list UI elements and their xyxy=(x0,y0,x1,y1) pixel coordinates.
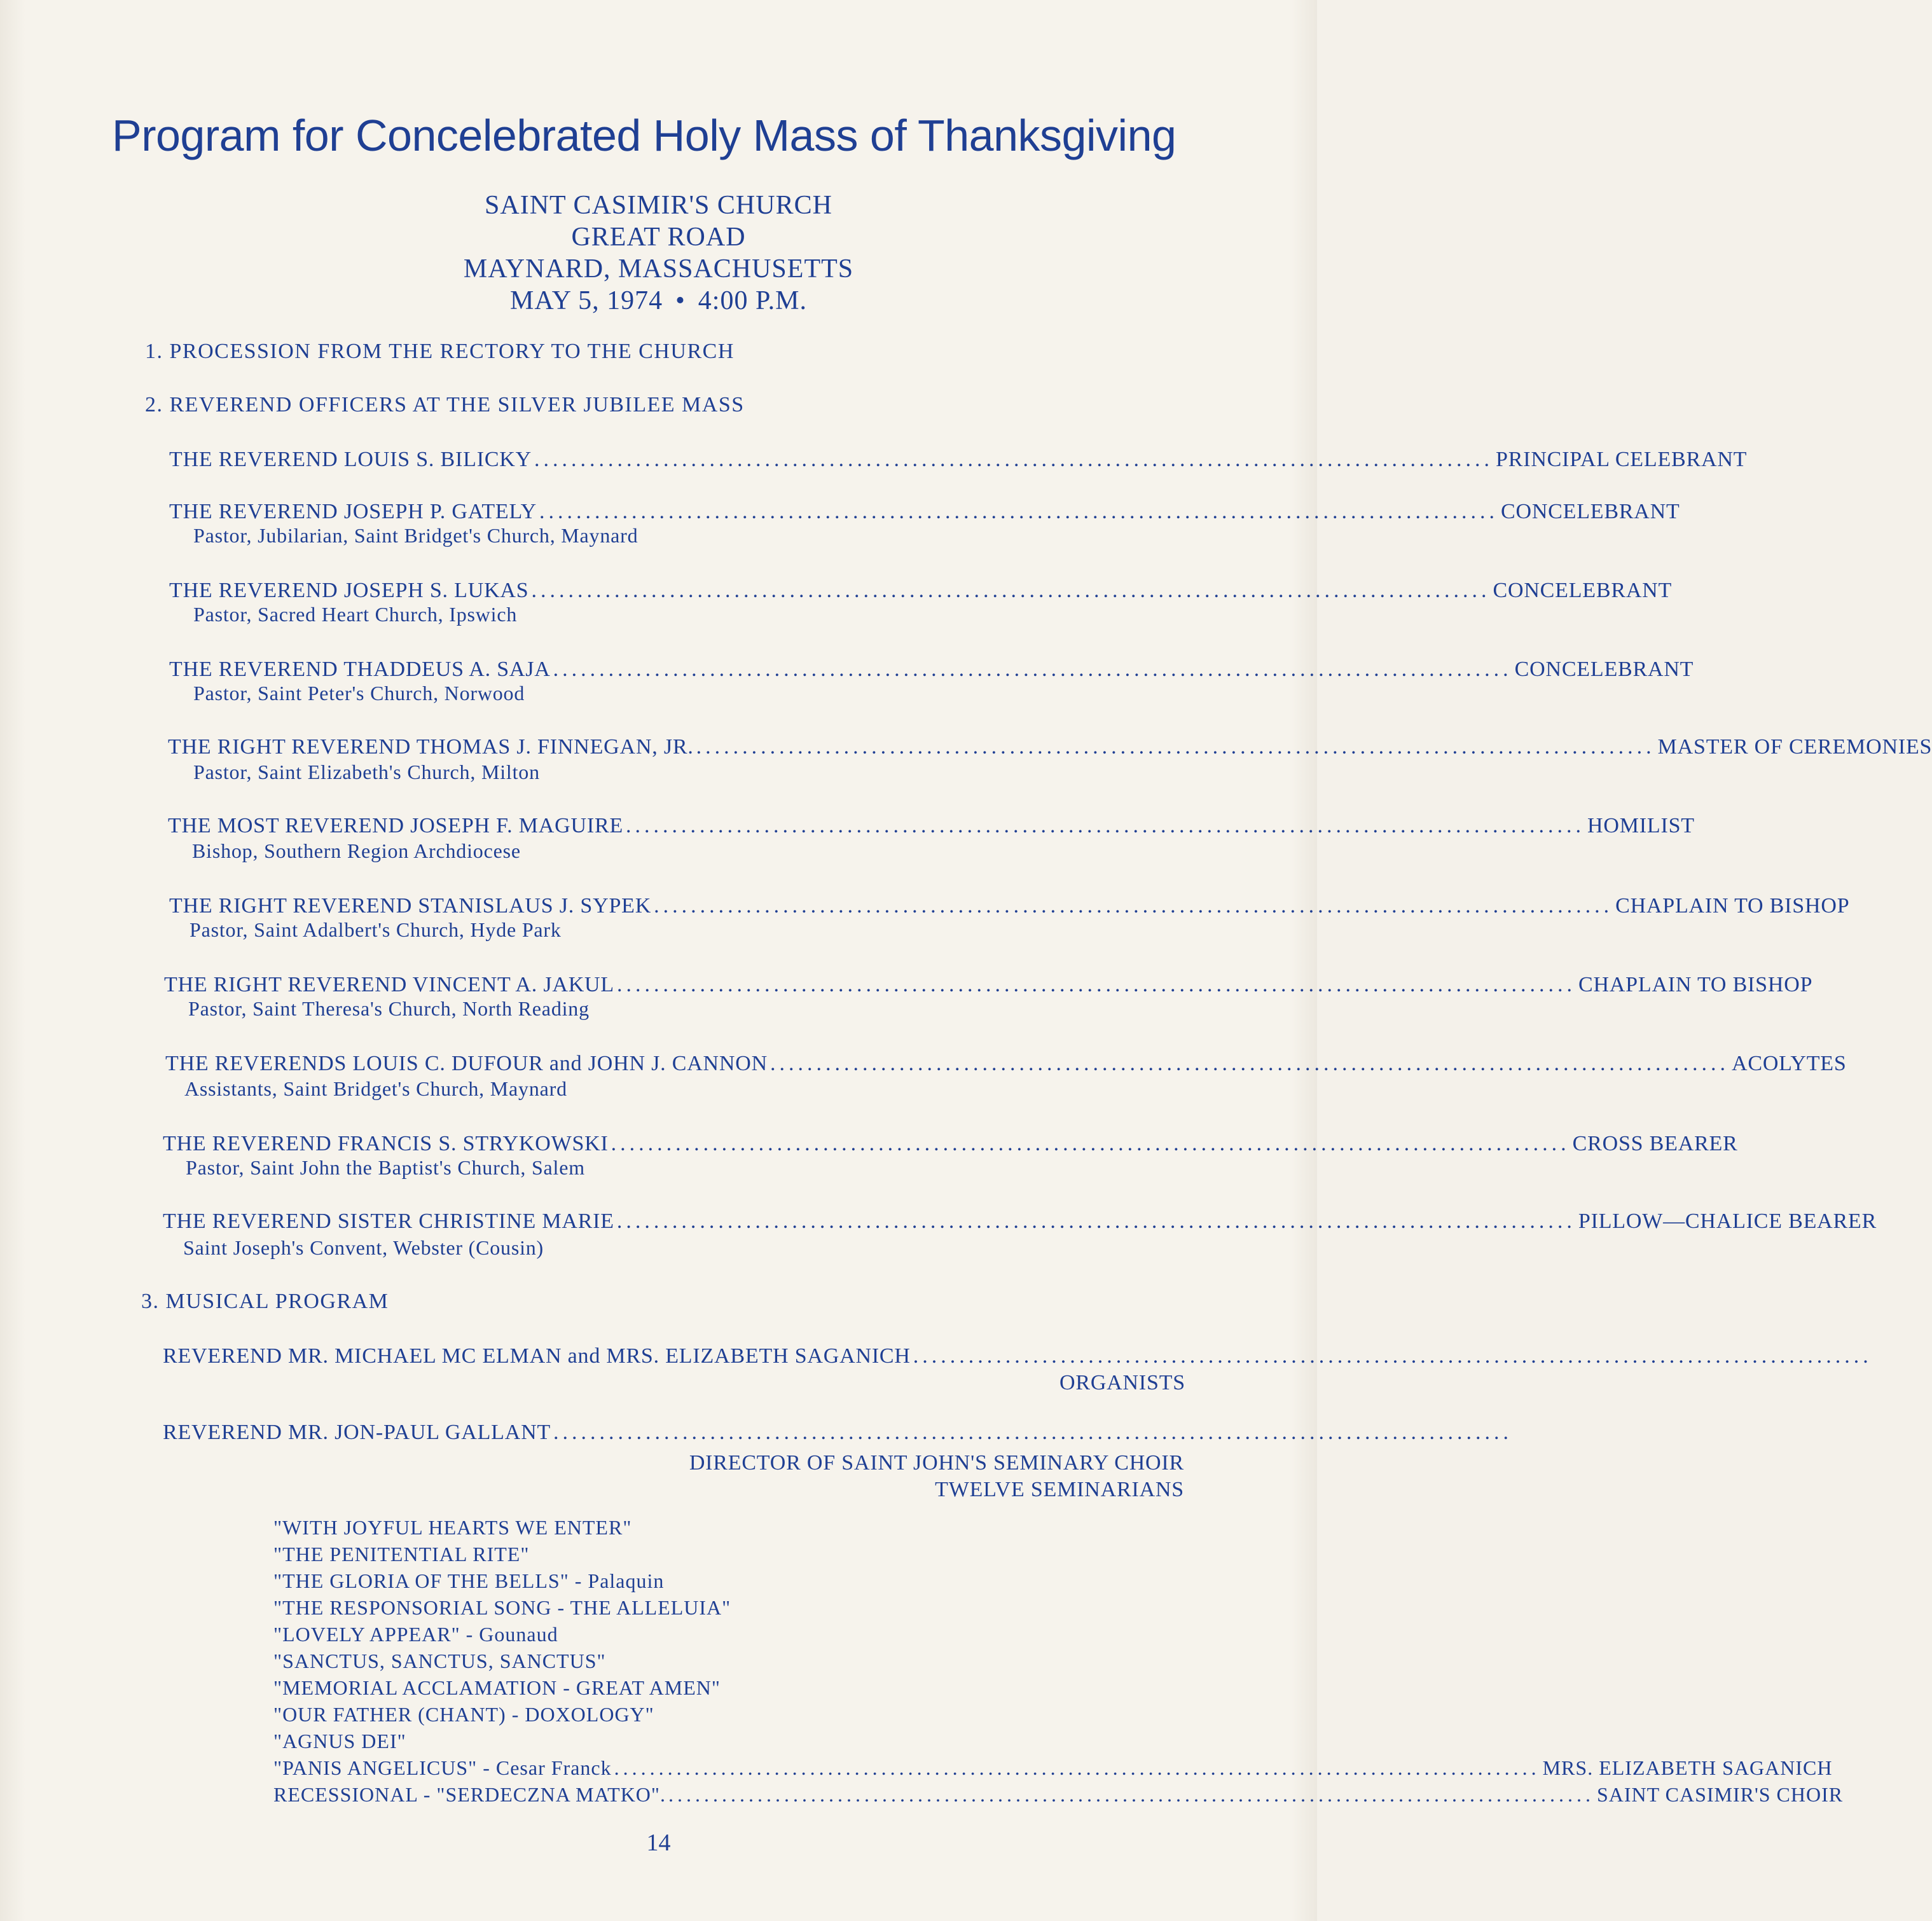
song-item: "OUR FATHER (CHANT) - DOXOLOGY" xyxy=(273,1703,654,1726)
officer-affiliation: Pastor, Saint Theresa's Church, North Reading xyxy=(188,997,590,1020)
officer-role: CROSS BEARER xyxy=(1572,1132,1738,1155)
officer-role: PILLOW—CHALICE BEARER xyxy=(1578,1209,1877,1233)
dot-leader: ........................................................................................................ xyxy=(913,1344,1872,1368)
dot-leader: ........................................................................................................ xyxy=(553,658,1512,681)
dot-leader: ........................................................................................................ xyxy=(553,1421,1513,1444)
officer-name: THE REVEREND LOUIS S. BILICKY xyxy=(169,448,532,471)
song-item-recessional xyxy=(273,1783,1844,1806)
officer-affiliation: Pastor, Sacred Heart Church, Ipswich xyxy=(193,603,518,626)
song-item: "AGNUS DEI" xyxy=(273,1730,406,1752)
dot-leader: ........................................................................................................ xyxy=(616,1209,1576,1233)
song-title: RECESSIONAL - "SERDECZNA MATKO". xyxy=(273,1783,666,1806)
church-address xyxy=(0,189,1317,317)
section-music: 3. MUSICAL PROGRAM xyxy=(141,1290,389,1313)
officer-name: THE REVEREND THADDEUS A. SAJA xyxy=(169,658,551,681)
officer-entry xyxy=(163,1207,1877,1233)
event-time: 4:00 P.M. xyxy=(698,286,808,315)
dot-leader: ........................................................................................................ xyxy=(534,448,1494,471)
organists-names: REVEREND MR. MICHAEL MC ELMAN and MRS. ELIZABETH SAGANICH xyxy=(163,1344,911,1368)
officer-affiliation: Assistants, Saint Bridget's Church, Maynard xyxy=(184,1077,567,1100)
event-date: MAY 5, 1974 xyxy=(509,286,663,315)
officer-role: ACOLYTES xyxy=(1731,1052,1847,1075)
street-line: GREAT ROAD xyxy=(571,223,746,252)
officer-name: THE REVEREND FRANCIS S. STRYKOWSKI xyxy=(163,1132,609,1155)
officer-entry xyxy=(169,445,1748,471)
organists-entry xyxy=(163,1342,1872,1368)
officer-name: THE REVEREND SISTER CHRISTINE MARIE xyxy=(163,1209,614,1233)
dot-leader: ........................................................................................................ xyxy=(616,973,1576,996)
officer-entry xyxy=(165,1049,1847,1075)
officer-affiliation: Pastor, Saint Elizabeth's Church, Milton xyxy=(193,761,540,783)
officer-entry xyxy=(169,497,1680,523)
city-line: MAYNARD, MASSACHUSETTS xyxy=(463,254,854,284)
officer-affiliation: Saint Joseph's Convent, Webster (Cousin) xyxy=(183,1236,544,1259)
section-officers: 2. REVEREND OFFICERS AT THE SILVER JUBILEE MASS xyxy=(145,393,745,417)
song-item: "THE RESPONSORIAL SONG - THE ALLELUIA" xyxy=(273,1596,731,1619)
officer-role: CONCELEBRANT xyxy=(1500,500,1680,523)
organists-role: ORGANISTS xyxy=(1059,1371,1185,1394)
song-title: "PANIS ANGELICUS" - Cesar Franck xyxy=(273,1756,612,1779)
page-number: 14 xyxy=(646,1829,671,1856)
song-item: "MEMORIAL ACCLAMATION - GREAT AMEN" xyxy=(273,1676,721,1699)
officer-name: THE MOST REVEREND JOSEPH F. MAGUIRE xyxy=(168,814,624,837)
officer-name: THE REVERENDS LOUIS C. DUFOUR and JOHN J. CANNON xyxy=(165,1052,768,1075)
officer-affiliation: Bishop, Southern Region Archdiocese xyxy=(192,839,521,862)
director-role: DIRECTOR OF SAINT JOHN'S SEMINARY CHOIR xyxy=(689,1451,1184,1475)
officer-role: CONCELEBRANT xyxy=(1493,579,1673,602)
date-separator: • xyxy=(675,286,686,315)
dot-leader: ........................................................................................................ xyxy=(539,500,1498,523)
officer-name: THE RIGHT REVEREND THOMAS J. FINNEGAN, JR. xyxy=(168,735,694,759)
officer-role: PRINCIPAL CELEBRANT xyxy=(1496,448,1748,471)
officer-role: CHAPLAIN TO BISHOP xyxy=(1615,894,1850,918)
officer-entry xyxy=(169,892,1850,918)
dot-leader: ........................................................................................................ xyxy=(696,735,1655,759)
dot-leader: ........................................................................................................ xyxy=(654,894,1613,918)
song-item: "SANCTUS, SANCTUS, SANCTUS" xyxy=(273,1649,606,1672)
song-performer: MRS. ELIZABETH SAGANICH xyxy=(1542,1756,1833,1779)
director-name: REVEREND MR. JON-PAUL GALLANT xyxy=(163,1421,551,1444)
song-performer: SAINT CASIMIR'S CHOIR xyxy=(1596,1783,1844,1806)
song-item: "THE GLORIA OF THE BELLS" - Palaquin xyxy=(273,1569,665,1592)
officer-role: MASTER OF CEREMONIES xyxy=(1657,735,1932,759)
dot-leader: ........................................................................................................ xyxy=(611,1132,1570,1155)
officer-entry xyxy=(163,1129,1738,1155)
church-name: SAINT CASIMIR'S CHURCH xyxy=(485,191,832,220)
officer-entry xyxy=(164,970,1813,996)
section-procession: 1. PROCESSION FROM THE RECTORY TO THE CHURCH xyxy=(145,340,735,363)
officer-affiliation: Pastor, Saint Peter's Church, Norwood xyxy=(193,682,525,705)
dot-leader: ........................................................................................................ xyxy=(769,1052,1729,1075)
song-item: "THE PENITENTIAL RITE" xyxy=(273,1543,530,1566)
officer-entry xyxy=(168,733,1932,759)
date-time-line xyxy=(0,285,1317,317)
choir-size: TWELVE SEMINARIANS xyxy=(935,1478,1184,1501)
dot-leader: ........................................................................................................ xyxy=(531,579,1491,602)
officer-entry xyxy=(168,811,1695,837)
officer-role: HOMILIST xyxy=(1587,814,1695,837)
officer-name: THE RIGHT REVEREND STANISLAUS J. SYPEK xyxy=(169,894,652,918)
officer-role: CONCELEBRANT xyxy=(1514,658,1694,681)
dot-leader: ........................................................................................................ xyxy=(614,1756,1540,1779)
officer-name: THE REVEREND JOSEPH S. LUKAS xyxy=(169,579,529,602)
song-item: "LOVELY APPEAR" - Gounaud xyxy=(273,1623,558,1646)
song-item-panis xyxy=(273,1756,1833,1779)
officer-role: CHAPLAIN TO BISHOP xyxy=(1578,973,1813,996)
officer-name: THE RIGHT REVEREND VINCENT A. JAKUL xyxy=(164,973,614,996)
director-entry xyxy=(163,1418,1513,1444)
dot-leader: ........................................................................................................ xyxy=(626,814,1585,837)
officer-entry xyxy=(169,655,1694,681)
officer-entry xyxy=(169,576,1673,602)
page-title: Program for Concelebrated Holy Mass of Thanksgiving xyxy=(112,111,1176,160)
dot-leader: ........................................................................................................ xyxy=(668,1783,1594,1806)
officer-affiliation: Pastor, Saint John the Baptist's Church, Salem xyxy=(186,1156,585,1179)
song-item: "WITH JOYFUL HEARTS WE ENTER" xyxy=(273,1516,632,1539)
officer-affiliation: Pastor, Jubilarian, Saint Bridget's Church, Maynard xyxy=(193,524,638,547)
officer-name: THE REVEREND JOSEPH P. GATELY xyxy=(169,500,537,523)
officer-affiliation: Pastor, Saint Adalbert's Church, Hyde Park xyxy=(190,918,562,941)
